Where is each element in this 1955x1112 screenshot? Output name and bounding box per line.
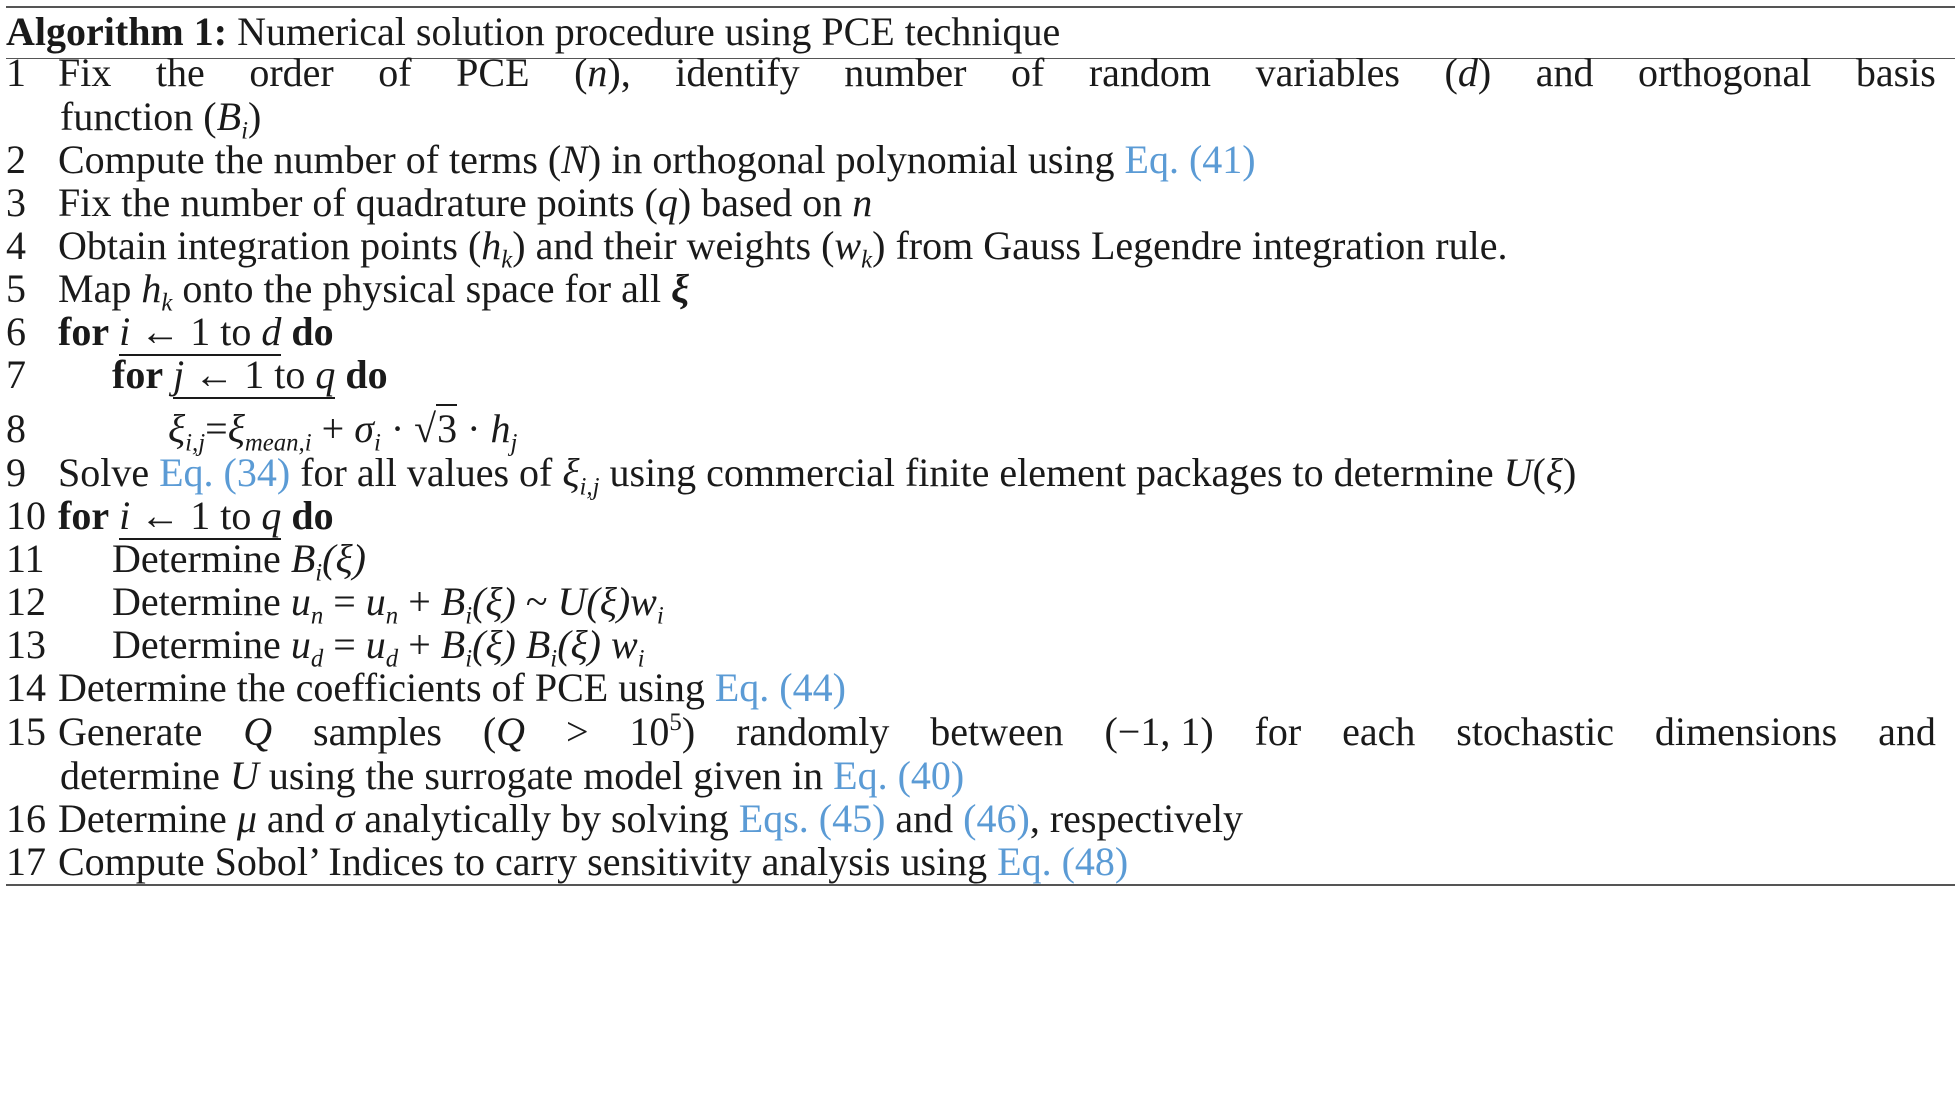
- line-content: function $(B_i)$: [60, 94, 262, 145]
- word: order: [249, 50, 334, 95]
- line-number: 14: [6, 665, 46, 710]
- loop-range: i ← 1 to q: [119, 493, 282, 538]
- word: of: [1010, 50, 1045, 95]
- line-number: 10: [6, 493, 46, 538]
- word: of: [378, 50, 412, 95]
- caption-title: Numerical solution procedure using PCE technique: [237, 9, 1061, 54]
- keyword-do: do: [345, 352, 388, 397]
- bottom-rule: [6, 884, 1955, 886]
- loop-range: i ← 1 to d: [119, 309, 282, 354]
- word: orthogonal: [1638, 50, 1812, 95]
- line-content: Map $h_k$ onto the physical space for all ξ: [58, 266, 690, 317]
- line-number: 6: [6, 309, 26, 354]
- keyword-for: for: [58, 309, 110, 354]
- line-number: 5: [6, 266, 26, 311]
- math-group: (d): [1444, 50, 1492, 95]
- word: variables: [1255, 50, 1400, 95]
- keyword-for: for: [112, 352, 164, 397]
- word: PCE: [456, 50, 530, 95]
- line-number: 11: [6, 536, 45, 581]
- line-number: 4: [6, 223, 26, 268]
- equation-link[interactable]: (46): [963, 796, 1030, 841]
- word: random: [1088, 50, 1212, 95]
- line-content: Determine $B_i(\xi)$: [112, 536, 366, 587]
- line-content: Solve Eq. (34) for all values of $\xi_{i,j}$ using commercial finite element packages to determine U(ξ): [58, 450, 1577, 501]
- keyword-for: for: [58, 493, 110, 538]
- line-number: 15: [6, 709, 46, 754]
- line-number: 16: [6, 796, 46, 841]
- caption-label: Algorithm 1:: [6, 9, 228, 54]
- word: basis: [1855, 50, 1936, 95]
- line-content: Compute Sobol’ Indices to carry sensitivity analysis using Eq. (48): [58, 839, 1129, 884]
- line-content: [58, 46, 1936, 100]
- equation-link[interactable]: Eqs. (45): [738, 796, 886, 841]
- word: Fix: [58, 50, 112, 95]
- keyword-do: do: [291, 309, 334, 354]
- keyword-do: do: [291, 493, 334, 538]
- line-content: Obtain integration points $(h_k)$ and their weights $(w_k)$ from Gauss Legendre integration rule.: [58, 223, 1508, 274]
- line-content: Determine μ and σ analytically by solving Eqs. (45) and (46), respectively: [58, 796, 1244, 841]
- word: and: [1535, 50, 1594, 95]
- line-content: Determine $u_d = u_d + B_i(\xi)$ $B_i(\xi)$ $w_i$: [112, 622, 645, 673]
- line-content: [112, 348, 388, 402]
- line-number: 9: [6, 450, 26, 495]
- word: number: [844, 50, 967, 95]
- line-number: 17: [6, 839, 46, 884]
- line-number: 3: [6, 180, 26, 225]
- line-content: Determine $u_n = u_n + B_i(\xi)$ ~ $U(\xi)w_i$: [112, 579, 664, 630]
- line-content: Fix the number of quadrature points (q) based on n: [58, 180, 873, 225]
- line-content: $\xi_{i,j}=\xi_{mean,i} + \sigma_i \cdot √3 \cdot h_j$: [168, 406, 518, 457]
- equation-link[interactable]: Eq. (48): [997, 839, 1129, 884]
- equation-link[interactable]: Eq. (34): [159, 450, 291, 495]
- equation-link[interactable]: Eq. (41): [1124, 137, 1256, 182]
- equation-link[interactable]: Eq. (40): [833, 753, 965, 798]
- equation-link[interactable]: Eq. (44): [714, 665, 846, 710]
- word: the: [155, 50, 205, 95]
- line-number: 12: [6, 579, 46, 624]
- line-number: 8: [6, 406, 26, 451]
- line-number: 7: [6, 352, 26, 397]
- line-number: 2: [6, 137, 26, 182]
- loop-range: j ← 1 to q: [173, 352, 336, 397]
- line-content: Generate Q samples (Q > $10^5$) randomly between (−1, 1) for each stochastic dimensions and: [58, 709, 1936, 754]
- math-group: (n),: [574, 50, 631, 95]
- line-number: 13: [6, 622, 46, 667]
- word: identify: [675, 50, 800, 95]
- line-content: Determine the coefficients of PCE using Eq. (44): [58, 665, 846, 710]
- line-content: Compute the number of terms (N) in orthogonal polynomial using Eq. (41): [58, 137, 1256, 182]
- line-content: determine U using the surrogate model given in Eq. (40): [60, 753, 965, 798]
- line-number: 1: [6, 50, 26, 95]
